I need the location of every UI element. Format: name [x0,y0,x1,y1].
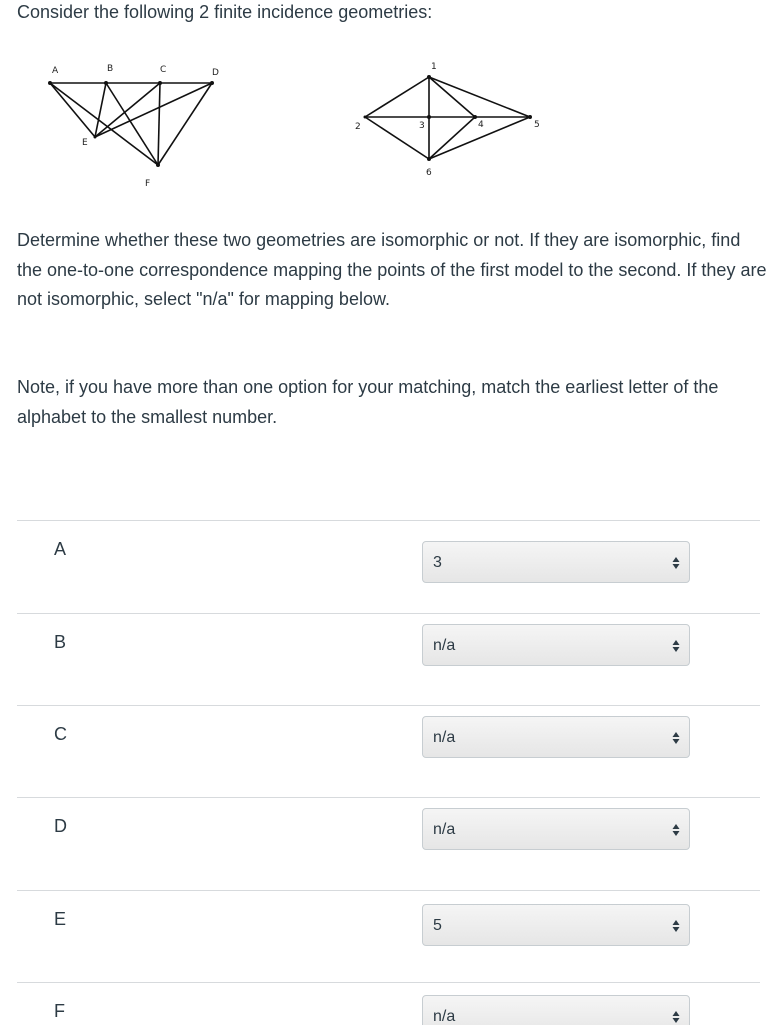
match-select-D[interactable] [422,808,690,850]
label-1: 1 [431,62,437,72]
point-6 [427,157,431,161]
select-value: n/a [433,637,456,654]
point-3 [427,115,431,119]
figure-1-lines [50,83,212,165]
match-select-A[interactable] [422,541,690,583]
geometry-figure-1 [40,55,240,195]
label-C: C [160,65,167,75]
note-paragraph: Note, if you have more than one option for your matching, match the earliest letter of the alphabet to the smallest number. [17,377,719,427]
match-select-E[interactable] [422,904,690,946]
instructions-paragraph: Determine whether these two geometries are isomorphic or not. If they are isomorphic, find the one-to-one correspondence mapping the points of the first model to the second. If they are not isomorphic, select "n/a" for mapping below. [17,230,767,309]
select-arrows-icon [672,821,680,839]
match-row [17,520,760,613]
select-arrows-icon [672,554,680,572]
point-E [94,136,97,139]
geometry-figure-2 [345,55,575,185]
label-A: A [52,66,59,76]
select-value: n/a [433,729,456,746]
label-3: 3 [419,121,425,131]
label-F: F [145,179,151,189]
label-2: 2 [355,122,361,132]
label-E: E [82,138,88,148]
select-value: 5 [433,917,442,934]
point-5 [528,115,532,119]
match-select-F[interactable] [422,995,690,1025]
match-letter: E [54,909,67,929]
match-letter: A [54,539,67,559]
match-row [17,705,760,798]
select-arrows-icon [672,637,680,655]
match-letter: B [54,632,67,652]
label-D: D [212,68,219,78]
match-row [17,613,760,706]
match-letter: F [54,1001,65,1021]
point-4 [473,115,477,119]
match-row [17,797,760,890]
select-value: 3 [433,554,442,571]
label-4: 4 [478,120,484,130]
point-2 [364,116,367,119]
point-A [48,81,52,85]
figure-2-lines [365,77,530,159]
select-arrows-icon [672,1008,680,1025]
match-select-B[interactable] [422,624,690,666]
match-select-C[interactable] [422,716,690,758]
select-value: n/a [433,1008,456,1025]
label-6: 6 [426,168,432,178]
point-D [210,81,214,85]
match-row [17,982,760,1025]
point-1 [427,75,431,79]
match-letter: C [54,724,67,744]
point-B [104,81,108,85]
point-F [156,163,160,167]
point-C [158,81,162,85]
label-B: B [107,64,114,74]
question-intro: Consider the following 2 finite incidence geometries: [17,2,433,22]
label-5: 5 [534,120,540,130]
select-arrows-icon [672,917,680,935]
select-arrows-icon [672,729,680,747]
match-letter: D [54,816,67,836]
select-value: n/a [433,821,456,838]
match-row [17,890,760,983]
